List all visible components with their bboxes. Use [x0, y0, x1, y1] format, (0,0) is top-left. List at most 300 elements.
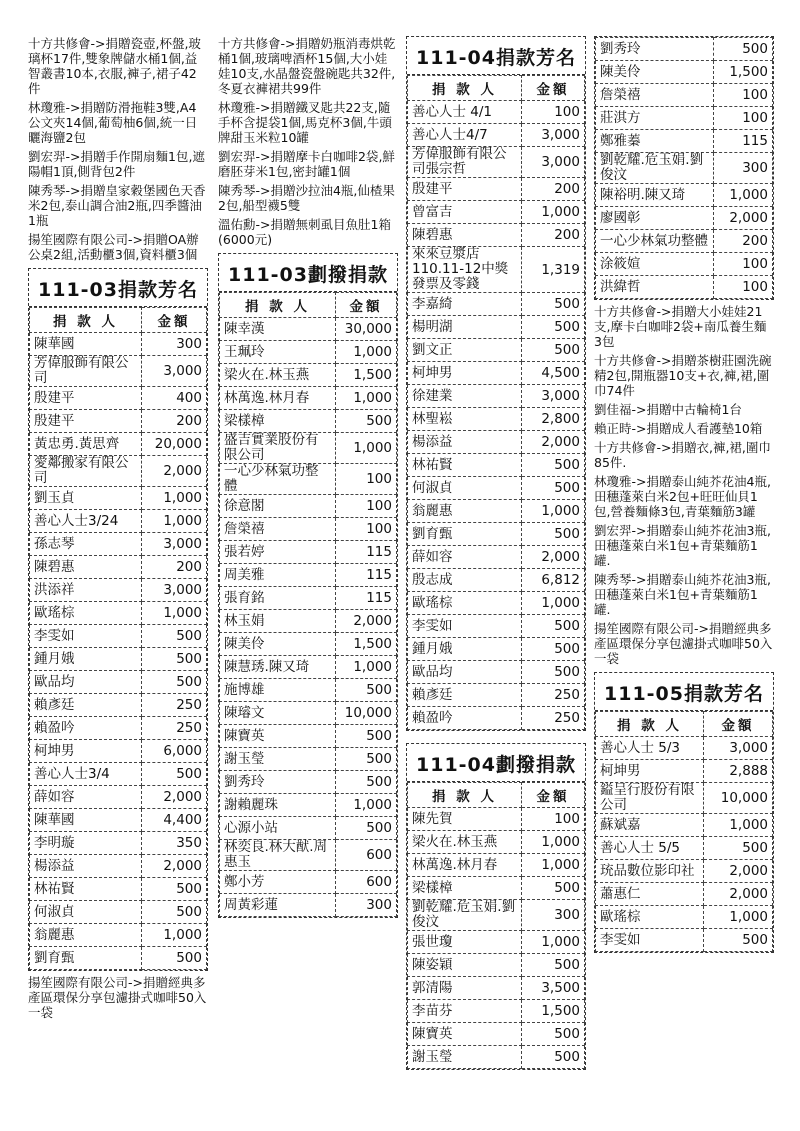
donation-amount: 1,000	[522, 592, 585, 615]
donation-amount: 1,000	[522, 500, 585, 523]
donation-note: 劉佳福->捐贈中古輪椅1台	[594, 402, 742, 417]
table-row	[408, 316, 585, 339]
donor-name: 善心人士 5/5	[596, 837, 704, 860]
table-row	[596, 276, 773, 299]
table-row	[596, 814, 773, 837]
donation-amount: 500	[142, 671, 207, 694]
donation-amount: 500	[142, 648, 207, 671]
donor-name: 何淑貞	[30, 901, 142, 924]
donor-name: 一心少林氣功整體	[596, 230, 714, 253]
table-row	[408, 954, 585, 977]
donor-name: 陳碧惠	[408, 224, 522, 247]
table-row	[408, 1023, 585, 1046]
donor-name: 梁樣樟	[408, 877, 522, 900]
donation-amount: 3,000	[142, 579, 207, 602]
table-row	[408, 707, 585, 730]
table-row	[220, 794, 397, 817]
donation-amount: 2,000	[704, 883, 773, 906]
donor-name: 殷志成	[408, 569, 522, 592]
table-row	[596, 230, 773, 253]
donation-amount: 200	[714, 230, 773, 253]
donation-note: 十方共修會->捐贈奶瓶消毒烘乾桶1個,玻璃啤酒杯15個,大小娃娃10支,水晶盤瓷盤碗匙共32件,冬夏衣褲裙共99件	[218, 36, 396, 96]
donation-amount: 10,000	[336, 702, 397, 725]
table-row	[408, 339, 585, 362]
donation-amount: 1,000	[522, 854, 585, 877]
donor-name: 歐品均	[408, 661, 522, 684]
table-row	[408, 247, 585, 293]
donor-name: 柯坤男	[30, 740, 142, 763]
table-row	[220, 318, 397, 341]
donation-amount: 500	[522, 293, 585, 316]
donor-name: 陳華國	[30, 333, 142, 356]
donation-amount: 1,000	[336, 433, 397, 464]
donor-name: 劉乾耀.危玉娟.劉俊汶	[408, 900, 522, 931]
donation-amount: 500	[714, 38, 773, 61]
donation-amount: 500	[336, 748, 397, 771]
donor-name: 李雯如	[30, 625, 142, 648]
donation-amount: 20,000	[142, 433, 207, 456]
table-row	[30, 855, 207, 878]
donor-name: 鍾月娥	[408, 638, 522, 661]
table-row	[408, 385, 585, 408]
donation-note: 劉宏羿->捐贈手作開扇麵1包,遮陽帽1頂,側背包2件	[28, 149, 205, 179]
donor-name: 詹榮禧	[220, 518, 336, 541]
donation-amount: 500	[522, 1046, 585, 1069]
donor-name: 劉秀玲	[220, 771, 336, 794]
table-row	[30, 878, 207, 901]
donation-amount: 500	[522, 638, 585, 661]
donor-name: 來來豆漿店 110.11-12中獎發票及零錢	[408, 247, 522, 293]
donation-amount: 500	[704, 837, 773, 860]
donation-amount: 100	[336, 464, 397, 495]
donation-amount: 500	[522, 339, 585, 362]
donation-amount: 100	[714, 276, 773, 299]
table-row	[30, 694, 207, 717]
table-row	[596, 253, 773, 276]
donation-amount: 300	[336, 894, 397, 917]
table-row	[220, 495, 397, 518]
donation-amount: 2,000	[142, 456, 207, 487]
donation-amount: 1,500	[336, 633, 397, 656]
donation-amount: 500	[522, 615, 585, 638]
donor-name: 殷建平	[408, 178, 522, 201]
donor-name: 張若婷	[220, 541, 336, 564]
donation-amount: 200	[142, 410, 207, 433]
donor-name: 善心人士3/24	[30, 510, 142, 533]
table-row	[408, 546, 585, 569]
table-row	[408, 362, 585, 385]
donation-amount: 500	[142, 878, 207, 901]
table-row	[408, 1000, 585, 1023]
table-row	[596, 84, 773, 107]
donor-name: 施博雄	[220, 679, 336, 702]
donor-name: 薛如容	[408, 546, 522, 569]
donation-amount: 4,500	[522, 362, 585, 385]
donation-amount: 115	[336, 587, 397, 610]
donation-amount: 500	[522, 316, 585, 339]
donor-name: 楊添益	[30, 855, 142, 878]
table-row	[30, 333, 207, 356]
table-row	[408, 408, 585, 431]
table-row	[408, 124, 585, 147]
table-row	[30, 510, 207, 533]
donation-amount: 1,000	[522, 831, 585, 854]
table-row	[30, 947, 207, 970]
donor-name: 一心少林氣功整體	[220, 464, 336, 495]
donation-amount: 500	[522, 877, 585, 900]
donation-note: 十方共修會->捐贈瓷壺,杯盤,玻璃杯17件,雙象牌儲水桶1個,益智叢書10本,衣服,褲子,裙子42件	[28, 36, 201, 96]
donor-name: 郭清陽	[408, 977, 522, 1000]
table-row	[408, 900, 585, 931]
header-amount: 金額	[522, 76, 585, 101]
donor-name: 柯坤男	[408, 362, 522, 385]
table-row	[408, 477, 585, 500]
donation-note: 揚笙國際有限公司->捐贈經典多產區環保分享包濾掛式咖啡50入一袋	[594, 621, 773, 666]
donor-name: 徐意閣	[220, 495, 336, 518]
table-row	[596, 860, 773, 883]
donor-name: 洪緯哲	[596, 276, 714, 299]
donor-name: 陳寶英	[220, 725, 336, 748]
donor-name: 善心人士 4/1	[408, 101, 522, 124]
donation-amount: 3,000	[142, 533, 207, 556]
donor-name: 蘇斌嘉	[596, 814, 704, 837]
donor-name: 賴盈吟	[408, 707, 522, 730]
donor-name: 鄭雅蓁	[596, 130, 714, 153]
donation-amount: 600	[336, 871, 397, 894]
donor-name: 孫志琴	[30, 533, 142, 556]
donor-table-111-05	[594, 672, 774, 953]
table-row	[30, 924, 207, 947]
donation-note: 劉宏羿->捐贈摩卡白咖啡2袋,鮮磨胚芽米1包,密封罐1個	[218, 149, 395, 179]
donor-name: 林萬逸.林月春	[408, 854, 522, 877]
donor-name: 殷建平	[30, 387, 142, 410]
table-row	[596, 906, 773, 929]
donor-name: 劉育甄	[408, 523, 522, 546]
table-row	[30, 387, 207, 410]
donor-name: 心源小站	[220, 817, 336, 840]
donation-amount: 2,000	[522, 431, 585, 454]
donor-name: 賴彥廷	[408, 684, 522, 707]
donation-amount: 100	[714, 253, 773, 276]
table-row	[220, 364, 397, 387]
donation-amount: 2,000	[142, 855, 207, 878]
donor-name: 盛吉實業股份有限公司	[220, 433, 336, 464]
donor-name: 李明璇	[30, 832, 142, 855]
table-row	[30, 786, 207, 809]
table-row	[220, 433, 397, 464]
donation-amount: 1,000	[336, 794, 397, 817]
donor-name: 林祐賢	[30, 878, 142, 901]
donation-amount: 500	[142, 763, 207, 786]
table-row	[30, 832, 207, 855]
donation-amount: 300	[142, 333, 207, 356]
table-row	[30, 809, 207, 832]
donor-name: 翁麗惠	[408, 500, 522, 523]
donation-amount: 1,500	[522, 1000, 585, 1023]
donation-note: 劉宏羿->捐贈泰山純芥花油3瓶,田穗蓬萊白米1包+青葉麵筋1罐.	[594, 523, 771, 568]
table-row	[30, 456, 207, 487]
donor-name: 柯坤男	[596, 760, 704, 783]
table-row	[220, 587, 397, 610]
donor-name: 劉育甄	[30, 947, 142, 970]
table-row	[408, 808, 585, 831]
table-row	[220, 702, 397, 725]
table-row	[408, 684, 585, 707]
donation-amount: 100	[714, 84, 773, 107]
donation-amount: 1,000	[336, 341, 397, 364]
donation-amount: 2,800	[522, 408, 585, 431]
table-row	[596, 130, 773, 153]
donation-amount: 3,500	[522, 977, 585, 1000]
donation-amount: 250	[142, 717, 207, 740]
donation-amount: 115	[714, 130, 773, 153]
donation-amount: 2,000	[522, 546, 585, 569]
donation-amount: 500	[522, 454, 585, 477]
donation-amount: 1,000	[142, 510, 207, 533]
donor-name: 謝賴麗珠	[220, 794, 336, 817]
table-row	[30, 717, 207, 740]
table-row	[30, 533, 207, 556]
table-row	[408, 178, 585, 201]
donation-amount: 500	[522, 523, 585, 546]
table-row	[30, 602, 207, 625]
donation-note: 林瓊雅->捐贈泰山純芥花油4瓶,田穗蓬萊白米2包+旺旺仙貝1包,營養麵條3包,青葉麵筋3罐	[594, 474, 771, 519]
donation-amount: 1,000	[142, 924, 207, 947]
table-row	[30, 763, 207, 786]
table-row	[220, 679, 397, 702]
donor-name: 陳碧惠	[30, 556, 142, 579]
donor-name: 陳寶英	[408, 1023, 522, 1046]
table-row	[30, 671, 207, 694]
donor-name: 李雯如	[408, 615, 522, 638]
donation-amount: 300	[522, 900, 585, 931]
donor-name: 林奕良.林大猷.周惠玉	[220, 840, 336, 871]
table-row	[30, 740, 207, 763]
donor-name: 林玉娟	[220, 610, 336, 633]
donation-amount: 6,812	[522, 569, 585, 592]
donation-amount: 3,000	[704, 737, 773, 760]
donation-amount: 10,000	[704, 783, 773, 814]
table-row	[596, 207, 773, 230]
table-row	[220, 341, 397, 364]
donor-name: 賴彥廷	[30, 694, 142, 717]
donor-name: 陳璿文	[220, 702, 336, 725]
table-row	[408, 638, 585, 661]
donation-amount: 500	[142, 947, 207, 970]
donation-amount: 1,000	[714, 184, 773, 207]
donation-amount: 1,500	[336, 364, 397, 387]
table-row	[408, 101, 585, 124]
donation-amount: 100	[714, 107, 773, 130]
table-row	[220, 656, 397, 679]
donor-name: 陳裕明.陳又琦	[596, 184, 714, 207]
donor-table-111-03	[28, 268, 208, 971]
donor-name: 周黃彩蓮	[220, 894, 336, 917]
donor-name: 洪添祥	[30, 579, 142, 602]
donor-name: 楊明湖	[408, 316, 522, 339]
header-donor: 捐 款 人	[408, 76, 522, 101]
donation-note: 十方共修會->捐贈茶樹莊園洗碗精2包,開瓶器10支+衣,褲,裙,圍巾74件	[594, 353, 772, 398]
donor-name: 陳幸漢	[220, 318, 336, 341]
table-row	[220, 894, 397, 917]
table-row	[220, 871, 397, 894]
donation-amount: 600	[336, 840, 397, 871]
table-row	[30, 901, 207, 924]
donation-amount: 200	[522, 224, 585, 247]
donation-amount: 250	[522, 684, 585, 707]
column-4	[594, 36, 774, 953]
table-title: 111-05捐款芳名	[595, 673, 773, 711]
donor-name: 林祐賢	[408, 454, 522, 477]
table-row	[220, 840, 397, 871]
header-amount: 金額	[522, 783, 585, 808]
donor-name: 李嘉綺	[408, 293, 522, 316]
table-row	[220, 464, 397, 495]
donor-table-111-04-transfer	[406, 743, 586, 1070]
donor-name: 曾富吉	[408, 201, 522, 224]
donor-name: 善心人士4/7	[408, 124, 522, 147]
table-row	[408, 431, 585, 454]
donation-amount: 6,000	[142, 740, 207, 763]
table-row	[408, 661, 585, 684]
table-row	[30, 410, 207, 433]
donation-amount: 500	[522, 1023, 585, 1046]
donor-name: 涂筱媗	[596, 253, 714, 276]
donation-amount: 500	[704, 929, 773, 952]
table-row	[596, 760, 773, 783]
donor-name: 歐瑤棕	[408, 592, 522, 615]
table-row	[220, 541, 397, 564]
donation-amount: 300	[714, 153, 773, 184]
donation-amount: 500	[522, 477, 585, 500]
table-row	[408, 224, 585, 247]
header-donor: 捐 款 人	[30, 308, 142, 333]
donation-amount: 500	[142, 625, 207, 648]
donation-amount: 500	[336, 679, 397, 702]
donation-note: 賴正時->捐贈成人看護墊10箱	[594, 421, 763, 436]
donor-name: 林聖崧	[408, 408, 522, 431]
table-row	[596, 883, 773, 906]
donation-amount: 3,000	[142, 356, 207, 387]
table-row	[408, 854, 585, 877]
donor-name: 張育銘	[220, 587, 336, 610]
donor-name: 愛鄰搬家有限公司	[30, 456, 142, 487]
header-donor: 捐 款 人	[408, 783, 522, 808]
donation-amount: 3,000	[522, 124, 585, 147]
table-row	[30, 556, 207, 579]
donor-name: 芳偉服飾有限公司	[30, 356, 142, 387]
table-row	[408, 877, 585, 900]
donor-name: 陳先賀	[408, 808, 522, 831]
donation-amount: 1,000	[704, 814, 773, 837]
donation-amount: 200	[522, 178, 585, 201]
donation-notes-1b	[28, 975, 208, 1020]
donation-amount: 4,400	[142, 809, 207, 832]
donation-amount: 500	[336, 817, 397, 840]
column-1	[28, 36, 208, 1024]
donation-amount: 2,000	[714, 207, 773, 230]
table-row	[408, 615, 585, 638]
donor-name: 芳偉服飾有限公司張宗哲	[408, 147, 522, 178]
table-row	[30, 433, 207, 456]
donation-amount: 500	[142, 901, 207, 924]
table-row	[596, 107, 773, 130]
donation-amount: 1,500	[714, 61, 773, 84]
donation-amount: 1,000	[142, 602, 207, 625]
donation-amount: 1,000	[522, 201, 585, 224]
donation-note: 陳秀琴->捐贈皇家穀堡國色天香米2包,泰山調合油2瓶,四季醬油1瓶	[28, 183, 206, 228]
donation-amount: 3,000	[522, 147, 585, 178]
table-row	[220, 633, 397, 656]
donor-name: 劉文正	[408, 339, 522, 362]
donor-name: 徐建業	[408, 385, 522, 408]
donation-amount: 100	[522, 101, 585, 124]
donation-amount: 500	[522, 661, 585, 684]
table-row	[408, 147, 585, 178]
table-row	[220, 518, 397, 541]
table-row	[220, 410, 397, 433]
header-donor: 捐 款 人	[596, 712, 704, 737]
table-row	[30, 625, 207, 648]
donor-name: 劉秀玲	[596, 38, 714, 61]
donor-name: 梁火在.林玉燕	[408, 831, 522, 854]
donation-note: 陳秀琴->捐贈泰山純芥花油3瓶,田穗蓬萊白米1包+青葉麵筋1罐.	[594, 572, 771, 617]
donation-amount: 115	[336, 564, 397, 587]
donor-name: 詹榮禧	[596, 84, 714, 107]
table-row	[596, 837, 773, 860]
donation-amount: 30,000	[336, 318, 397, 341]
donation-note: 十方共修會->捐贈衣,褲,裙,圍巾85件.	[594, 440, 771, 470]
donor-table-111-03-transfer	[218, 253, 398, 918]
table-row	[408, 592, 585, 615]
donor-name: 歐瑤棕	[30, 602, 142, 625]
donation-amount: 350	[142, 832, 207, 855]
donor-name: 劉玉貞	[30, 487, 142, 510]
donor-name: 梁樣樟	[220, 410, 336, 433]
donation-amount: 250	[142, 694, 207, 717]
table-row	[408, 523, 585, 546]
donation-amount: 500	[336, 771, 397, 794]
donation-amount: 3,000	[522, 385, 585, 408]
table-row	[30, 356, 207, 387]
donation-amount: 500	[336, 725, 397, 748]
donor-name: 梁火在.林玉燕	[220, 364, 336, 387]
table-row	[220, 387, 397, 410]
donor-name: 陳姿穎	[408, 954, 522, 977]
donor-name: 黃忠勇.黃思齊	[30, 433, 142, 456]
table-row	[30, 579, 207, 602]
donation-note: 揚笙國際有限公司->捐贈OA辦公桌2組,活動櫃3個,資料櫃3個	[28, 232, 199, 262]
donor-name: 鄭小芳	[220, 871, 336, 894]
table-row	[220, 748, 397, 771]
donation-amount: 500	[522, 954, 585, 977]
donation-amount: 400	[142, 387, 207, 410]
table-title: 111-04捐款芳名	[407, 37, 585, 75]
donor-name: 陳美伶	[220, 633, 336, 656]
table-row	[408, 454, 585, 477]
table-row	[30, 487, 207, 510]
donor-table-continued	[594, 36, 774, 300]
donation-note: 十方共修會->捐贈大小娃娃21支,摩卡白咖啡2袋+南瓜養生麵3包	[594, 304, 767, 349]
table-row	[220, 817, 397, 840]
donor-name: 薛如容	[30, 786, 142, 809]
table-row	[30, 648, 207, 671]
donation-notes-2	[218, 36, 398, 247]
donor-table-111-04	[406, 36, 586, 731]
donor-name: 劉乾耀.危玉娟.劉俊汶	[596, 153, 714, 184]
donation-note: 陳秀琴->捐贈沙拉油4瓶,仙楂果2包,船型襪5雙	[218, 183, 395, 213]
donor-name: 翁麗惠	[30, 924, 142, 947]
